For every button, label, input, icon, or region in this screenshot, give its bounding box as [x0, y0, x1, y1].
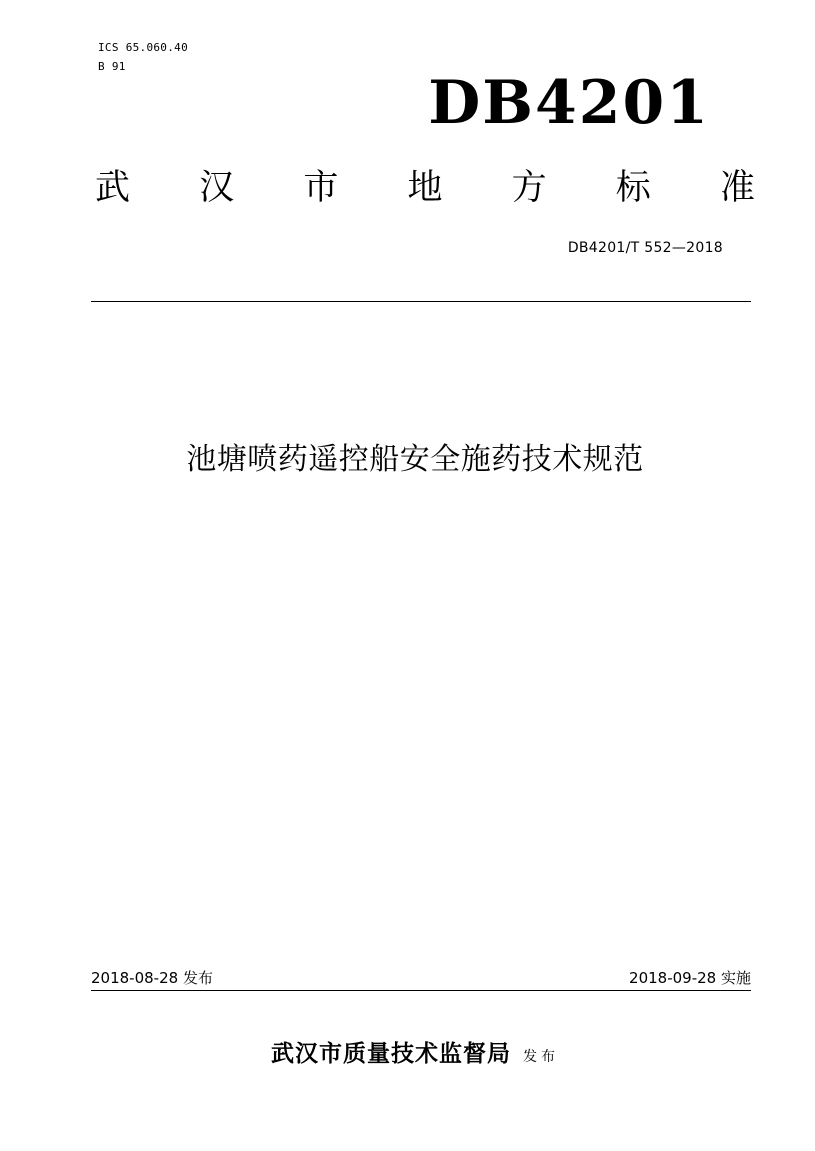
standard-type-char: 标: [615, 168, 651, 208]
issue-date: 2018-08-28 发布: [91, 969, 213, 987]
publisher-name: 武汉市质量技术监督局: [271, 1041, 511, 1067]
standard-type-char: 准: [719, 168, 755, 208]
ccs-code: B 91: [98, 60, 126, 73]
standard-type: [95, 166, 755, 210]
standard-type-char: 地: [407, 168, 443, 208]
publish-label: 发布: [523, 1049, 559, 1065]
standard-number: DB4201/T 552—2018: [567, 240, 723, 256]
publisher-line: [0, 1038, 815, 1073]
standard-type-char: 方: [511, 168, 547, 208]
header-divider: [91, 301, 751, 302]
standard-type-char: 市: [303, 168, 339, 208]
standard-mark: DB4201: [428, 68, 710, 138]
footer-divider: [91, 990, 751, 991]
ics-code: ICS 65.060.40: [98, 41, 188, 54]
standard-type-char: 武: [95, 168, 131, 208]
implementation-date: 2018-09-28 实施: [629, 969, 751, 987]
standard-type-char: 汉: [199, 168, 235, 208]
document-title: 池塘喷药遥控船安全施药技术规范: [186, 442, 644, 477]
